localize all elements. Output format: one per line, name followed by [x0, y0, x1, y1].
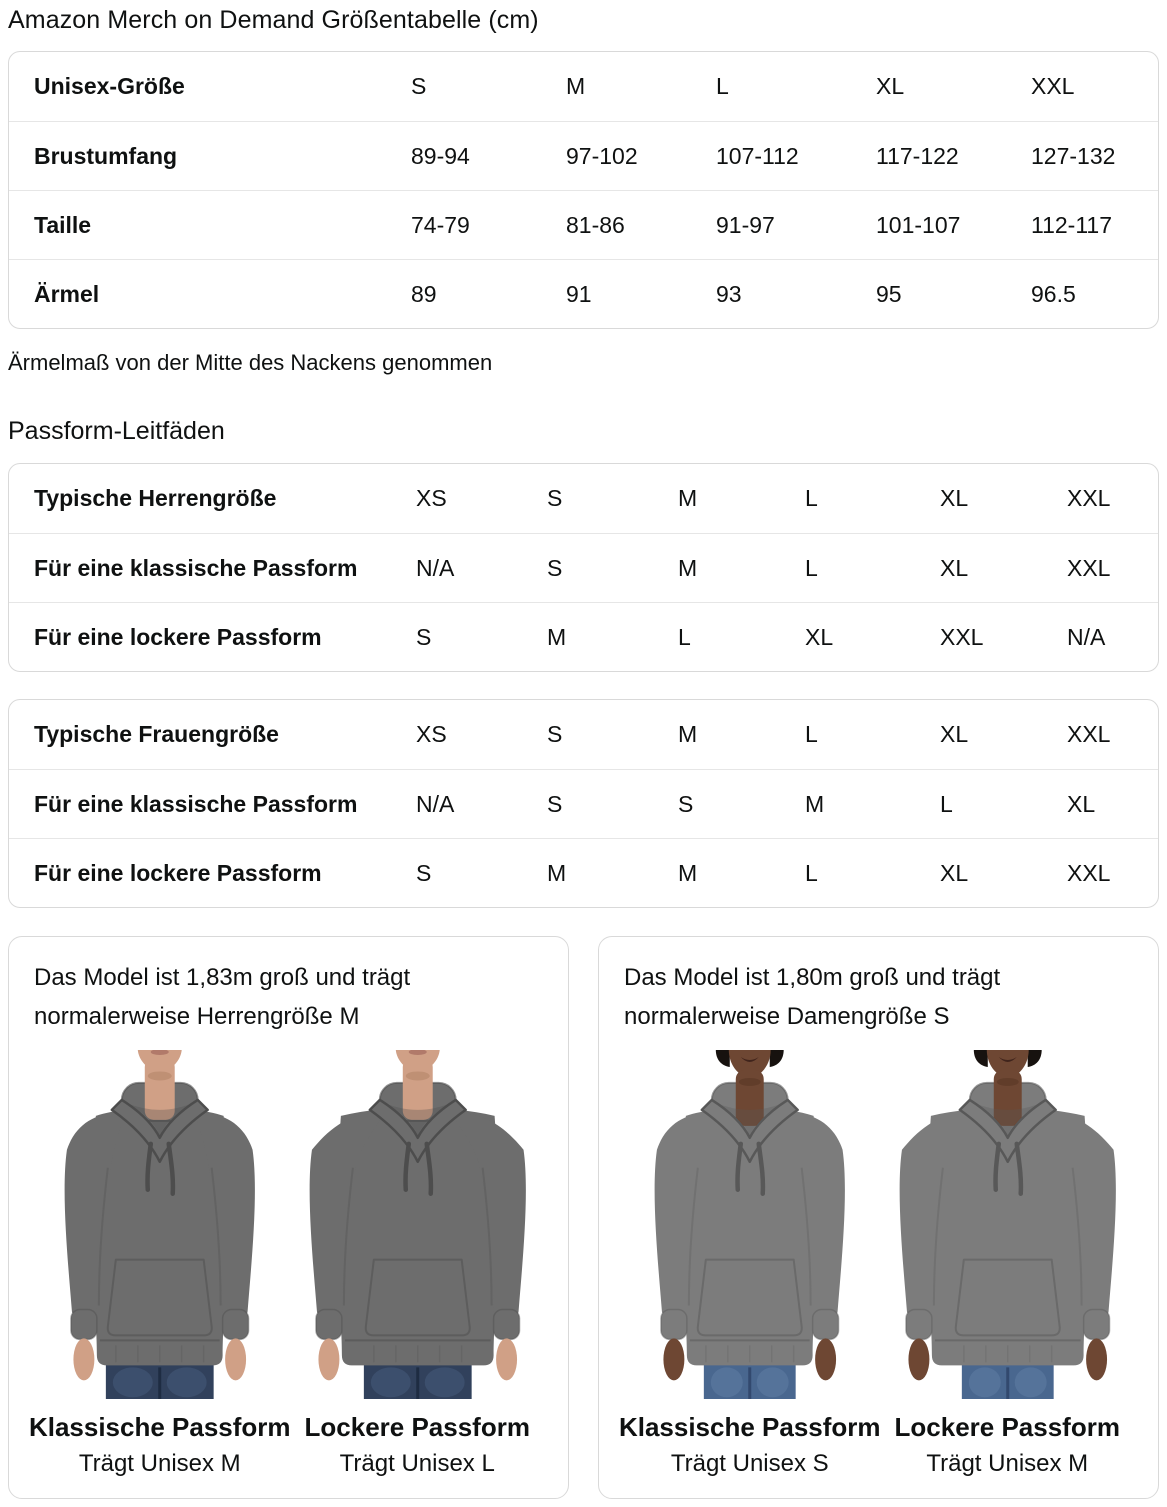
fit-size-value: M	[678, 554, 698, 581]
fit-size-value: N/A	[416, 554, 455, 581]
model-description: Das Model ist 1,80m groß und trägt normalerweise Damengröße S	[624, 964, 1001, 1030]
size-value: 107-112	[716, 142, 799, 169]
fit-size-value: M	[547, 623, 567, 650]
row-label: Brustumfang	[34, 142, 178, 169]
table-row	[9, 533, 1158, 602]
figure-loose-fit	[882, 1050, 1134, 1478]
size-value: 89-94	[411, 142, 470, 169]
fit-size-value: S	[547, 790, 563, 817]
table-row	[9, 602, 1158, 671]
row-label: Typische Frauengröße	[34, 721, 279, 748]
model-photo-women-loose	[882, 1050, 1134, 1399]
size-value: 93	[716, 280, 742, 307]
model-photo-men-loose	[292, 1050, 544, 1399]
mens-model-card	[8, 936, 569, 1499]
fit-size-value: M	[678, 859, 698, 886]
fit-size-value: M	[547, 859, 567, 886]
size-value: 95	[876, 280, 902, 307]
fit-size-value: XXL	[1067, 859, 1111, 886]
size-value: 81-86	[566, 211, 625, 238]
fit-size-value: S	[547, 554, 563, 581]
fit-size-value: XL	[805, 623, 834, 650]
fit-size-value: XXL	[1067, 554, 1111, 581]
row-label: Typische Herrengröße	[34, 485, 277, 512]
table-row	[9, 838, 1158, 907]
size-value: XXL	[1031, 73, 1075, 100]
size-value: 97-102	[566, 142, 638, 169]
size-value: M	[566, 73, 586, 100]
size-value: L	[716, 73, 729, 100]
row-label: Für eine lockere Passform	[34, 859, 322, 886]
model-photo-women-classic	[624, 1050, 876, 1399]
model-photo-men-classic	[34, 1050, 286, 1399]
row-label: Taille	[34, 211, 92, 238]
size-value: 96.5	[1031, 280, 1076, 307]
table-row	[9, 769, 1158, 838]
fit-size-value: XL	[940, 485, 969, 512]
fit-size-value: L	[678, 623, 691, 650]
fit-caption: Lockere Passform	[894, 1412, 1120, 1443]
fit-size-value: S	[678, 790, 694, 817]
fit-guides-heading: Passform-Leitfäden	[8, 417, 225, 445]
fit-size-value: L	[805, 721, 818, 748]
size-value: 127-132	[1031, 142, 1116, 169]
fit-size-value: XL	[940, 554, 969, 581]
size-value: 74-79	[411, 211, 470, 238]
size-value: S	[411, 73, 427, 100]
fit-size-value: S	[547, 721, 563, 748]
model-description: Das Model ist 1,83m groß und trägt normalerweise Herrengröße M	[34, 964, 411, 1030]
fit-size-value: XL	[940, 859, 969, 886]
fit-caption: Klassische Passform	[618, 1412, 881, 1443]
fit-size-value: XXL	[1067, 485, 1111, 512]
table-row	[9, 52, 1158, 121]
size-caption: Trägt Unisex M	[926, 1450, 1089, 1478]
fit-caption: Lockere Passform	[304, 1412, 530, 1443]
table-row	[9, 700, 1158, 769]
fit-size-value: L	[805, 859, 818, 886]
size-value: 89	[411, 280, 437, 307]
figure-classic-fit	[618, 1050, 881, 1478]
table-row	[9, 464, 1158, 533]
size-value: 91-97	[716, 211, 775, 238]
table-row	[9, 121, 1158, 190]
womens-fit-table	[8, 699, 1159, 908]
fit-caption: Klassische Passform	[28, 1412, 291, 1443]
fit-size-value: XXL	[940, 623, 984, 650]
fit-size-value: S	[416, 859, 432, 886]
figure-loose-fit	[292, 1050, 544, 1478]
fit-size-value: L	[805, 485, 818, 512]
table-row	[9, 190, 1158, 259]
size-value: 112-117	[1031, 211, 1112, 238]
size-value: 117-122	[876, 142, 959, 169]
size-chart-page	[8, 6, 1159, 1499]
size-value: 91	[566, 280, 592, 307]
fit-size-value: M	[678, 485, 698, 512]
fit-size-value: XS	[416, 721, 447, 748]
row-label: Für eine lockere Passform	[34, 623, 322, 650]
womens-model-card	[598, 936, 1159, 1499]
row-label: Ärmel	[34, 280, 100, 307]
size-caption: Trägt Unisex M	[78, 1450, 241, 1478]
unisex-size-table	[8, 51, 1159, 329]
row-label: Unisex-Größe	[34, 73, 185, 100]
model-figures	[618, 1050, 1133, 1478]
size-caption: Trägt Unisex S	[670, 1450, 829, 1478]
fit-size-value: XL	[1067, 790, 1096, 817]
size-value: XL	[876, 73, 905, 100]
model-figures	[28, 1050, 543, 1478]
fit-size-value: M	[678, 721, 698, 748]
row-label: Für eine klassische Passform	[34, 554, 358, 581]
fit-size-value: S	[416, 623, 432, 650]
mens-fit-table	[8, 463, 1159, 672]
table-row	[9, 259, 1158, 328]
fit-size-value: XS	[416, 485, 447, 512]
fit-size-value: XL	[940, 721, 969, 748]
fit-size-value: L	[940, 790, 953, 817]
fit-size-value: M	[805, 790, 825, 817]
fit-size-value: N/A	[1067, 623, 1106, 650]
fit-size-value: L	[805, 554, 818, 581]
size-caption: Trägt Unisex L	[339, 1450, 495, 1478]
model-cards	[8, 936, 1159, 1499]
page-title: Amazon Merch on Demand Größentabelle (cm)	[8, 6, 539, 34]
fit-size-value: S	[547, 485, 563, 512]
figure-classic-fit	[28, 1050, 291, 1478]
fit-size-value: N/A	[416, 790, 455, 817]
size-value: 101-107	[876, 211, 961, 238]
row-label: Für eine klassische Passform	[34, 790, 358, 817]
fit-size-value: XXL	[1067, 721, 1111, 748]
sleeve-measure-note: Ärmelmaß von der Mitte des Nackens genommen	[8, 350, 493, 375]
